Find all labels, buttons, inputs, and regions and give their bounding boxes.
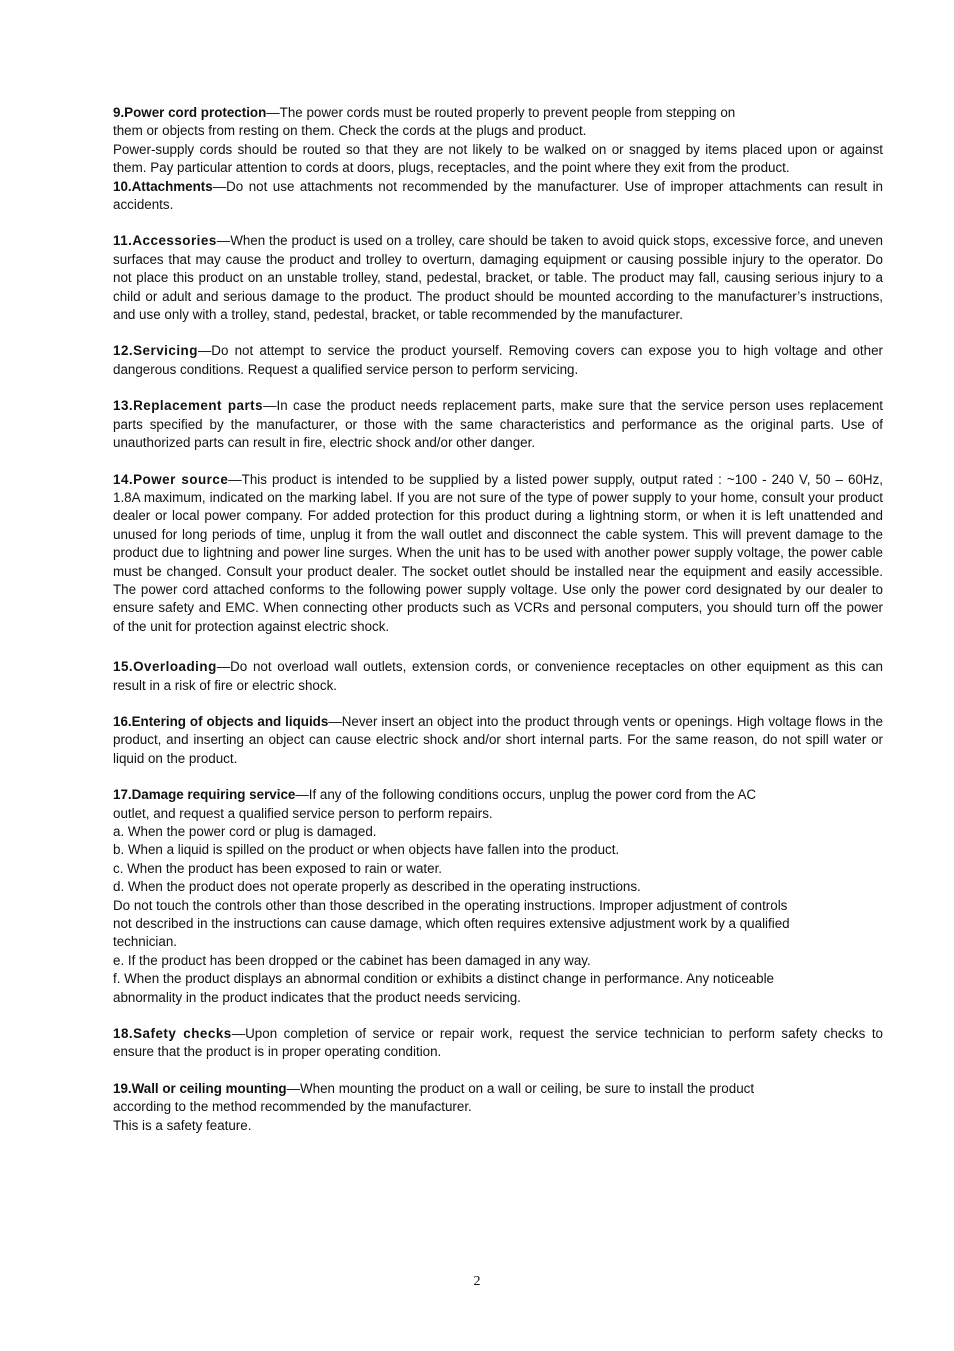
list-item: e. If the product has been dropped or the cabinet has been damaged in any way. — [113, 952, 591, 968]
list-item: abnormality in the product indicates that the product needs servicing. — [113, 989, 521, 1005]
section-heading: 10.Attachments — [113, 178, 213, 194]
document-page — [113, 104, 883, 1135]
section-text: —Do not overload wall outlets, extension cords, or convenience receptacles on other equipment as this can result in a risk of fire or electric shock. — [113, 659, 883, 693]
section-text: This is a safety feature. — [113, 1117, 252, 1133]
section-heading: 19.Wall or ceiling mounting — [113, 1080, 287, 1096]
section-damage-requiring-service — [113, 786, 883, 1007]
section-heading: 14.Power source — [113, 471, 229, 487]
section-text: —When the product is used on a trolley, care should be taken to avoid quick stops, excessive force, and uneven surfaces that may cause the product and trolley to overturn, damaging equipment or causing possible injury to the operator. Do not place this product on an unstable trolley, stand, pedestal, bracket, or table. The product may fall, causing serious injury to a child or adult and serious damage to the product. The product should be mounted according to the manufacturer’s instructions, and use only with a trolley, stand, pedestal, bracket, or table recommended by the manufacturer. — [113, 233, 883, 323]
section-text: —Upon completion of service or repair work, request the service technician to perform safety checks to ensure that the product is in proper operating condition. — [113, 1026, 883, 1060]
section-heading: 16.Entering of objects and liquids — [113, 713, 329, 729]
page-number: 2 — [473, 1274, 481, 1289]
section-power-cord-protection — [113, 104, 883, 178]
section-text: —When mounting the product on a wall or ceiling, be sure to install the product — [286, 1080, 755, 1096]
section-text: according to the method recommended by the manufacturer. — [113, 1099, 472, 1115]
section-text: outlet, and request a qualified service person to perform repairs. — [113, 805, 493, 821]
note-text: not described in the instructions can cause damage, which often requires extensive adjustment work by a qualified — [113, 916, 790, 932]
section-text: —The power cords must be routed properly to prevent people from stepping on — [266, 105, 736, 120]
note-text: Do not touch the controls other than those described in the operating instructions. Improper adjustment of controls — [113, 897, 788, 913]
section-paragraph: Power-supply cords should be routed so that they are not likely to be walked on or snagged by items placed upon or against them. Pay particular attention to cords at doors, plugs, receptacles, and the point where they exit from the product. — [113, 141, 883, 176]
section-safety-checks — [113, 1025, 883, 1062]
section-text: —Do not attempt to service the product yourself. Removing covers can expose you to high voltage and other dangerous conditions. Request a qualified service person to perform servicing. — [113, 343, 883, 377]
section-text: —If any of the following conditions occurs, unplug the power cord from the AC — [295, 787, 757, 803]
list-item: d. When the product does not operate properly as described in the operating instructions. — [113, 879, 641, 895]
section-heading: 13.Replacement parts — [113, 398, 264, 414]
section-heading: 11.Accessories — [113, 233, 217, 249]
section-heading: 15.Overloading — [113, 659, 217, 675]
section-text: —Do not use attachments not recommended by the manufacturer. Use of improper attachments can result in accidents. — [113, 178, 883, 213]
section-heading: 18.Safety checks — [113, 1026, 232, 1042]
section-heading: 17.Damage requiring service — [113, 787, 296, 803]
section-accessories — [113, 232, 883, 324]
section-entering-objects-liquids — [113, 713, 883, 768]
section-text: —Never insert an object into the product through vents or openings. High voltage flows in the product, and inserting an object can cause electric shock and/or short internal parts. For the same reason, do not spill water or liquid on the product. — [113, 713, 883, 766]
section-heading: 9.Power cord protection — [113, 105, 267, 120]
section-power-source — [113, 471, 883, 637]
section-attachments — [113, 178, 883, 215]
section-text: them or objects from resting on them. Check the cords at the plugs and product. — [113, 123, 587, 139]
section-text: —This product is intended to be supplied by a listed power supply, output rated : ~100 - 240 V, 50 – 60Hz, 1.8A maximum, indicated on the marking label. If you are not sure of the type of power supply to your home, consult your product dealer or local power company. For added protection for this product during a lightning storm, or when it is left unattended and unused for long periods of time, unplug it from the wall outlet and disconnect the cable system. This will prevent damage to the product due to lightning and power line surges. When the unit has to be used with another power supply voltage, the power cable must be changed. Consult your product dealer. The socket outlet should be installed near the equipment and easily accessible. The power cord attached conforms to the following power supply voltage. Use only the power cord designated by our dealer to ensure safety and EMC. When connecting other products such as VCRs and personal computers, you should turn off the power of the unit for protection against electric shock. — [113, 471, 883, 634]
section-overloading — [113, 658, 883, 695]
list-item: b. When a liquid is spilled on the product or when objects have fallen into the product. — [113, 842, 620, 858]
note-text: technician. — [113, 934, 178, 950]
section-servicing — [113, 342, 883, 379]
section-replacement-parts — [113, 397, 883, 452]
section-wall-ceiling-mounting — [113, 1080, 883, 1135]
section-heading: 12.Servicing — [113, 343, 198, 359]
list-item: a. When the power cord or plug is damaged. — [113, 824, 377, 839]
list-item: f. When the product displays an abnormal condition or exhibits a distinct change in performance. Any noticeable — [113, 971, 774, 987]
section-text: —In case the product needs replacement parts, make sure that the service person uses replacement parts specified by the manufacturer, or those with the same characteristics and performance as the original parts. Use of unauthorized parts can result in fire, electric shock and/or other danger. — [113, 398, 883, 451]
list-item: c. When the product has been exposed to rain or water. — [113, 860, 443, 876]
